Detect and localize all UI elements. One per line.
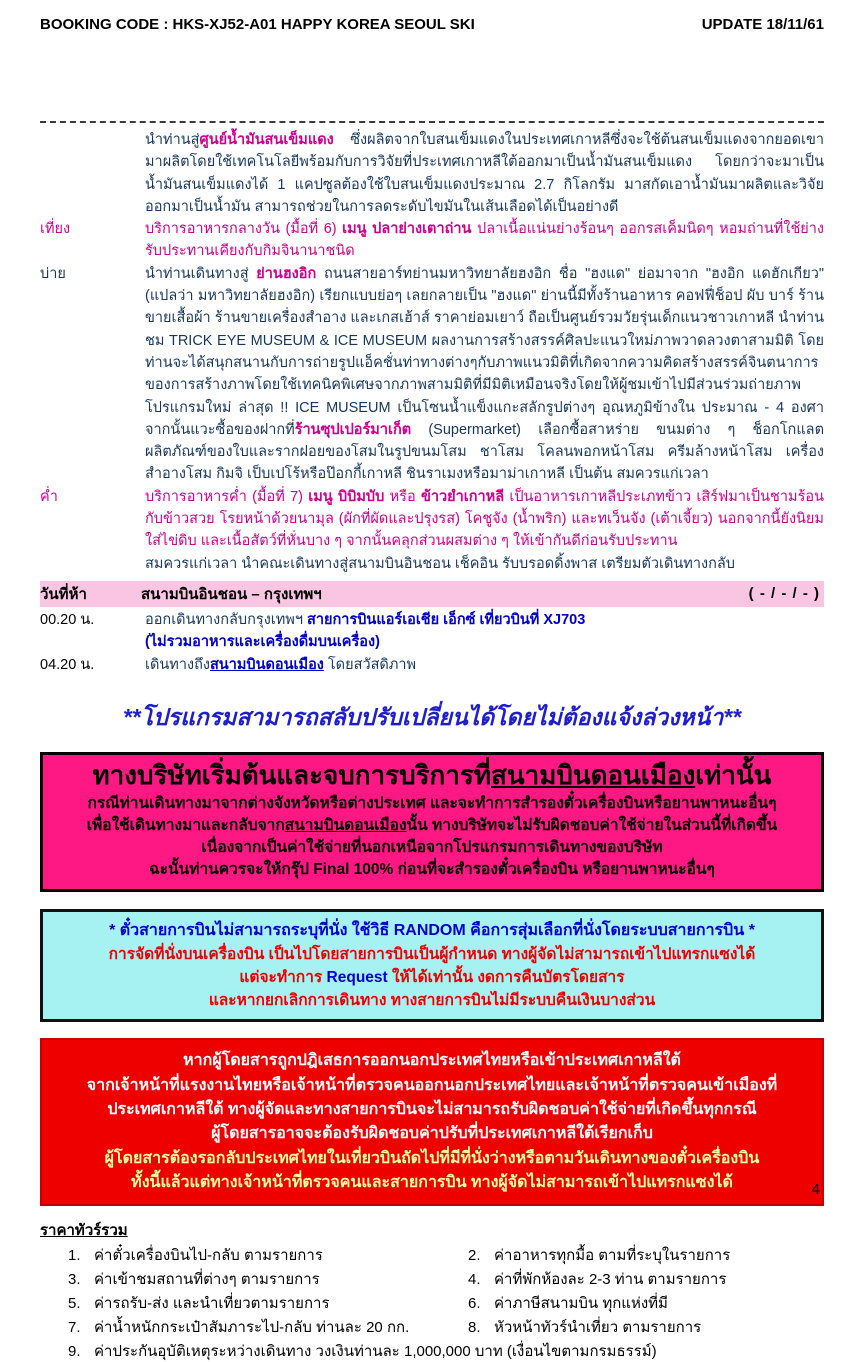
- day5-header-strip: [40, 581, 824, 607]
- page-number: 4: [811, 1181, 820, 1198]
- donmueang-title-post: เท่านั้น: [695, 759, 772, 790]
- afternoon-pre: นำท่านเดินทางสู่: [145, 265, 257, 282]
- red-pine-rest: ซึ่งผลิตจากใบสนเข็มแดงในประเทศเกาหลีซึ่งจะใช้ต้นสนเข็มแดงจากยอดเขามาผลิตโดยใช้เทคโนโลยีพร้อมกับการวิจัยที่ประเทศเกาหลีใต้ออกมาเป็นน้ำมันสนเข็มแดง โดยกว่าจะมาเป็นน้ำมันสนเข็มแดงได้ 1 แคปซูลต้องใช้ใบสนเข็มแดงประมาณ 2.7 กิโลกรัม มาสกัดเอาน้ำมันมาผลิตและวิจัยออกมาเป็นน้ำมัน สามารถช่วยในการลดระดับไขมันในเส้นเลือดได้เป็นอย่างดี: [145, 132, 824, 215]
- immigration-line3: ประเทศเกาหลีใต้ ทางผู้จัดและทางสายการบินจะไม่สามารถรับผิดชอบค่าใช้จ่ายที่เกิดขึ้นทุกกรณี: [107, 1101, 757, 1118]
- immigration-line6: ทั้งนี้แล้วแต่ทางเจ้าหน้าที่ตรวจคนและสายการบิน ทางผู้จัดไม่สามารถเข้าไปแทรกแซงได้: [131, 1173, 733, 1191]
- dinner-menu-name-2: ข้าวยำเกาหลี: [420, 488, 505, 505]
- flight-schedule: [0, 607, 864, 676]
- immigration-line1: หากผู้โดยสารถูกปฎิเสธการออกนอกประเทศไทยหรือเข้าประเทศเกาหลีใต้: [183, 1052, 681, 1070]
- afternoon-rest: (Supermarket) เลือกซื้อสาหร่าย ขนมต่าง ๆ ช็อกโกแลต ผลิตภัณฑ์ของใบและรากฝอยของโสมในรูปขนมโสม ชาโสม โคลนพอกหน้าโสม ครีมล้างหน้าโสม เครื่องสำอางโสม กิมจิ เป็บเปโร้หรือป๊อกกี้เกาหลี ชินราเมงหรือมาม่าเกาหลี เป็นต้น สมควรแก่เวลา: [145, 421, 824, 483]
- program-change-notice: **โปรแกรมสามารถสลับปรับเปลี่ยนได้โดยไม่ต้องแจ้งล่วงหน้า**: [122, 703, 742, 730]
- price-item-6-text: ค่าภาษีสนามบิน ทุกแห่งที่มี: [494, 1295, 668, 1313]
- lunch-menu-name: เมนู ปลาย่างเตาถ่าน: [342, 221, 472, 238]
- price-item-2-text: ค่าอาหารทุกมื้อ ตามที่ระบุในรายการ: [494, 1247, 731, 1265]
- immigration-line2: จากเจ้าหน้าที่แรงงานไทยหรือเจ้าหน้าที่ตรวจคนออกนอกประเทศไทยและเจ้าหน้าที่ตรวจคนเข้าเมืองที่: [86, 1076, 778, 1094]
- depart-time: 00.20 น.: [40, 611, 95, 628]
- dinner-menu-name: เมนู บิบิมบับ: [308, 488, 385, 505]
- depart-pre: ออกเดินทางกลับกรุงเทพฯ: [145, 611, 308, 628]
- lunch-label: เที่ยง: [40, 221, 71, 238]
- immigration-line5: ผู้โดยสารต้องรอกลับประเทศไทยในเที่ยวบินถัดไปที่มีที่นั่งว่างหรือตามวันเดินทางของตั๋วเครื่องบิน: [104, 1149, 760, 1167]
- price-item-5-text: ค่ารถรับ-ส่ง และนำเที่ยวตามรายการ: [94, 1295, 330, 1313]
- hongik-area-name: ย่านฮงอิก: [256, 265, 317, 282]
- document-header: [0, 0, 864, 33]
- arrive-pre: เดินทางถึง: [145, 656, 210, 673]
- dinner-rest: เป็นอาหารเกาหลีประเภทข้าว เสิร์ฟมาเป็นชามร้อนกับข้าวสวย โรยหน้าด้วยนามุล (ผักที่ผัดและปรุงรส) โคชูจัง (น้ำพริก) และทเว็นจัง (เต้าเจี้ยว) นอกจากนี้ยังนิยมใส่ไข่ดิบ และเนื้อสัตว์ที่หั่นบาง ๆ จากนั้นคลุกส่วนผสมต่าง ๆ ให้เข้ากันดีก่อนรับประทาน: [145, 488, 824, 550]
- lunch-paragraph: [145, 218, 824, 263]
- price-item-7-text: ค่าน้ำหนักกระเป๋าสัมภาระไป-กลับ ท่านละ 20 กก.: [94, 1319, 410, 1337]
- separator-line: [40, 121, 824, 123]
- booking-code: BOOKING CODE : HKS-XJ52-A01 HAPPY KOREA SEOUL SKI: [40, 16, 475, 33]
- red-pine-pre: นำท่านสู่: [145, 132, 200, 148]
- itinerary-section: [0, 129, 864, 575]
- price-item-2: [468, 1246, 824, 1266]
- price-item-3-text: ค่าเข้าชมสถานที่ต่างๆ ตามรายการ: [94, 1271, 320, 1289]
- flight-row-depart: [40, 609, 824, 654]
- donmueang-title-pre: ทางบริษัทเริ่มต้นและจบการบริการที่: [92, 759, 491, 790]
- price-item-9-number: 9.: [68, 1343, 81, 1361]
- day5-title: สนามบินอินชอน – กรุงเทพฯ: [141, 585, 322, 603]
- request-keyword: Request: [326, 968, 388, 986]
- random-seat-box: [40, 909, 824, 1023]
- donmueang-line3-pre: เพื่อใช้เดินทางมาและกลับจาก: [86, 816, 285, 834]
- airline-flight-number: สายการบินแอร์เอเชีย เอ็กซ์ เที่ยวบินที่ XJ703: [307, 611, 586, 628]
- itinerary-row-afternoon: [40, 263, 824, 486]
- lunch-rest: ปลาเนื้อแน่นย่างร้อนๆ ออกรสเค็มนิดๆ หอมถ่านที่ใช้ย่างรับประทานเคียงกับกิมจินานาชนิด: [145, 221, 824, 260]
- random-seat-line1: * ตั๋วสายการบินไม่สามารถระบุที่นั่ง ใช้วิธี RANDOM คือการสุ่มเลือกที่นั่งโดยระบบสายการบิน *: [109, 921, 755, 939]
- random-seat-line4: และหากยกเลิกการเดินทาง ทางสายการบินไม่มีระบบคืนเงินบางส่วน: [208, 992, 656, 1010]
- arrive-text: [145, 654, 824, 676]
- price-item-6-number: 6.: [468, 1295, 481, 1313]
- no-meal-note: (ไม่รวมอาหารและเครื่องดื่มบนเครื่อง): [145, 634, 380, 651]
- red-pine-paragraph: [145, 129, 824, 218]
- donmueang-box-title: [51, 759, 813, 793]
- dinner-paragraph: [145, 486, 824, 575]
- price-item-8: [468, 1318, 824, 1338]
- random-seat-line2: การจัดที่นั่งบนเครื่องบิน เป็นไปโดยสายการบินเป็นผู้กำหนด ทางผู้จัดไม่สามารถเข้าไปแทรกแซงได้: [108, 945, 756, 963]
- price-item-3-number: 3.: [68, 1271, 81, 1289]
- price-included-section: [0, 1206, 864, 1362]
- price-item-5-number: 5.: [68, 1295, 81, 1313]
- arrive-time: 04.20 น.: [40, 656, 95, 673]
- price-item-1-text: ค่าตั๋วเครื่องบินไป-กลับ ตามรายการ: [94, 1247, 323, 1265]
- donmueang-box-line4: เนื่องจากเป็นค่าใช้จ่ายที่นอกเหนือจากโปรแกรมการเดินทางของบริษัท: [201, 838, 663, 856]
- itinerary-label-empty: [40, 129, 145, 218]
- itinerary-row-lunch: [40, 218, 824, 263]
- lunch-pre: บริการอาหารกลางวัน (มื้อที่ 6): [145, 221, 343, 238]
- arrive-airport-name: สนามบินดอนเมือง: [209, 656, 324, 673]
- price-item-1: [68, 1246, 468, 1266]
- supermarket-name: ร้านซุปเปอร์มาเก็ต: [294, 421, 412, 438]
- random-seat-line3: [51, 966, 813, 989]
- donmueang-title-airport: สนามบินดอนเมือง: [491, 759, 696, 790]
- depart-text: [145, 609, 824, 654]
- price-item-8-number: 8.: [468, 1319, 481, 1337]
- price-item-8-text: หัวหน้าทัวร์นำเที่ยว ตามรายการ: [494, 1319, 702, 1337]
- immigration-line4: ผู้โดยสารอาจจะต้องรับผิดชอบค่าปรับที่ประเทศเกาหลีใต้เรียกเก็บ: [211, 1125, 653, 1143]
- airport-transfer-note: สมควรแก่เวลา นำคณะเดินทางสู่สนามบินอินชอน เช็คอิน รับบรอดดิ้งพาส เตรียมตัวเดินทางกลับ: [145, 555, 735, 572]
- donmueang-box-line2: กรณีท่านเดินทางมาจากต่างจังหวัดหรือต่างประเทศ และจะทำการสำรองตั๋วเครื่องบินหรือยานพาหนะอื่นๆ: [87, 794, 777, 812]
- flight-row-arrive: [40, 654, 824, 676]
- price-item-4-number: 4.: [468, 1271, 481, 1289]
- afternoon-paragraph: [145, 263, 824, 486]
- donmueang-line3-airport: สนามบินดอนเมือง: [284, 816, 407, 834]
- dinner-pre: บริการอาหารค่ำ (มื้อที่ 7): [145, 488, 309, 505]
- itinerary-row-red-pine: [40, 129, 824, 218]
- dinner-label: ค่ำ: [40, 488, 58, 505]
- itinerary-row-dinner: [40, 486, 824, 575]
- price-item-6: [468, 1294, 824, 1314]
- dinner-mid: หรือ: [384, 488, 421, 505]
- price-item-7: [68, 1318, 468, 1338]
- price-item-1-number: 1.: [68, 1247, 81, 1265]
- donmueang-service-box: [40, 752, 824, 892]
- immigration-warning-box: [40, 1038, 824, 1206]
- donmueang-line3-post: นั้น ทางบริษัทจะไม่รับผิดชอบค่าใช้จ่ายในส่วนนี้ที่เกิดขึ้น: [406, 816, 778, 834]
- afternoon-mid: ถนนสายอาร์ทย่านมหาวิทยาลัยฮงอิก ชื่อ "ฮงแด" ย่อมาจาก "ฮงอิก แดฮักเกียว" (แปลว่า มหาวิทยาลัยฮงอิก) เรียกแบบย่อๆ เลยกลายเป็น "ฮงแด" ย่านนี้มีทั้งร้านอาหาร คอฟฟี่ช็อป ผับ บาร์ ร้านขายเสื้อผ้า ร้านขายเครื่องสำอาง และเกสเฮ้าส์ ราคาย่อมเยาว์ ถือเป็นศูนย์รวมวัยรุ่นเด็กแนวชาวเกาหลี นำท่านชม TRICK EYE MUSEUM & ICE MUSEUM ผลงานการสร้างสรรค์ศิลปะแนวใหม่ภาพวาดลวงตาสามมิติ โดยท่านจะได้สนุกสนานกับการถ่ายรูปแอ็คชั่นท่าทางต่างๆกับภาพแนวมิติที่เกิดจากความคิดสร้างสรรค์จินตนาการของการสร้างภาพโดยใช้เทคนิคพิเศษจากภาพสามมิติที่มีมิติเหมือนจริงโดยให้ผู้ชมเข้าไปมีส่วนร่วมถ่ายภาพโปรแกรมใหม่ ล่าสุด !! ICE MUSEUM เป็นโซนน้ำแข็งแกะสลักรูปต่างๆ อุณหภูมิข้างใน ประมาณ - 4 องศา จากนั้นแวะซื้อของฝากที่: [145, 265, 824, 438]
- random-seat-line3-pre: แต่จะทำการ: [239, 968, 327, 986]
- price-item-2-number: 2.: [468, 1247, 481, 1265]
- donmueang-box-line3: [51, 815, 813, 837]
- random-seat-line3-post: ให้ได้เท่านั้น งดการคืนบัตรโดยสาร: [387, 968, 625, 986]
- price-item-4: [468, 1270, 824, 1290]
- price-item-4-text: ค่าที่พักห้องละ 2-3 ท่าน ตามรายการ: [494, 1271, 727, 1289]
- price-item-7-number: 7.: [68, 1319, 81, 1337]
- update-date: UPDATE 18/11/61: [701, 16, 824, 33]
- price-item-9-text: ค่าประกันอุบัติเหตุระหว่างเดินทาง วงเงินท่านละ 1,000,000 บาท (เงื่อนไขตามกรมธรรม์): [94, 1343, 657, 1361]
- donmueang-box-line5: ฉะนั้นท่านควรจะให้กรุ๊ป Final 100% ก่อนที่จะสำรองตั๋วเครื่องบิน หรือยานพาหนะอื่นๆ: [149, 860, 715, 878]
- price-item-9: [68, 1342, 824, 1362]
- afternoon-label: บ่าย: [40, 265, 66, 282]
- day5-name: วันที่ห้า: [40, 585, 87, 603]
- red-pine-center-name: ศูนย์น้ำมันสนเข็มแดง: [199, 132, 334, 148]
- price-item-5: [68, 1294, 468, 1314]
- price-section-title: ราคาทัวร์รวม: [40, 1222, 128, 1240]
- arrive-post: โดยสวัสดิภาพ: [323, 656, 417, 673]
- day5-meal-indicator: ( - / - / - ): [748, 585, 820, 603]
- price-items-grid: [40, 1246, 824, 1362]
- price-item-3: [68, 1270, 468, 1290]
